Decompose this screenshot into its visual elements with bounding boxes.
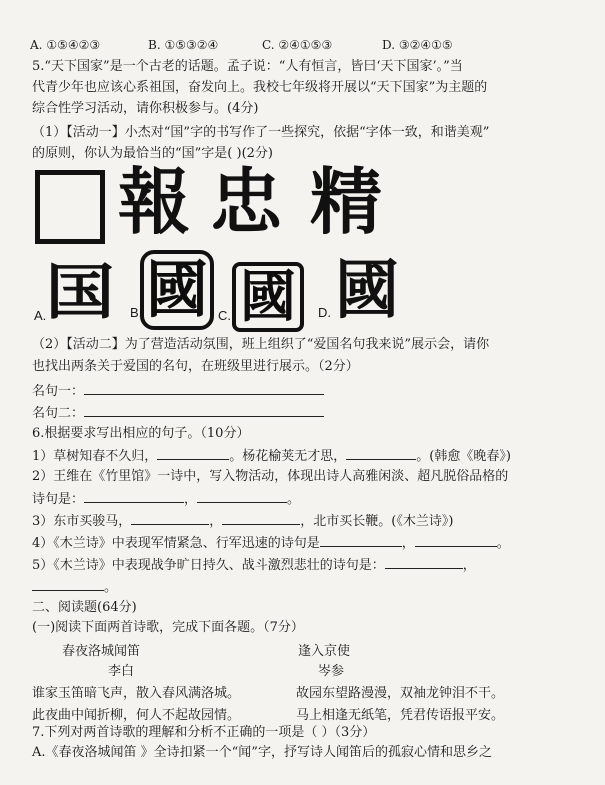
- poem2-line2: 马上相逢无纸笔，凭君传语报平安。: [296, 708, 505, 723]
- section2-sub1: (一)阅读下面两首诗歌，完成下面各题。（7分）: [32, 620, 304, 635]
- quote1-row: [32, 382, 324, 400]
- q6-s4-blank1[interactable]: [320, 534, 402, 547]
- quote1-label: 名句一：: [32, 384, 85, 399]
- glyph-bao: 報: [118, 160, 191, 244]
- q6-s1-blank2[interactable]: [346, 447, 416, 460]
- quote2-row: [32, 404, 324, 422]
- q6-s1: 1）草树知春不久归， 。杨花榆荚无才思， 。(韩愈《晚春》): [32, 449, 511, 464]
- q5-activity2-line1: （2）【活动二】为了营造活动氛围，班上组织了“爱国名句我来说”展示会，请你: [32, 337, 490, 352]
- q7-title: 7.下列对两首诗歌的理解和分析不正确的一项是（ ）（3分）: [32, 725, 376, 740]
- choice-a-glyph: 国: [45, 258, 115, 328]
- q6-title: 6.根据要求写出相应的句子。（10分）: [32, 426, 250, 441]
- poem2-title: 逢入京使: [298, 644, 351, 659]
- choice-d-label: D.: [318, 305, 331, 320]
- option-b: B. ①⑤③②④: [148, 38, 219, 52]
- choice-d-glyph: 國: [335, 254, 399, 328]
- q6-s3: 3）东市买骏马， ， ，北市买长鞭。(《木兰诗》): [32, 514, 454, 529]
- choice-a-label: A.: [34, 308, 47, 323]
- poem1-author: 李白: [108, 664, 135, 679]
- q5-activity1-line2: 的原则，你认为最恰当的“国”字是( )(2分): [32, 146, 273, 161]
- poem1-line1: 谁家玉笛暗飞声，散入春风满洛城。: [32, 686, 241, 701]
- q6-s2-line2: 诗句是： ， 。: [32, 492, 301, 507]
- poem2-author: 岑参: [318, 664, 345, 679]
- glyph-zhong: 忠: [210, 160, 283, 244]
- q5-intro-line3: 综合性学习活动，请你积极参与。(4分): [32, 101, 259, 116]
- q5-intro-line1: 5.“天下国家”是一个古老的话题。孟子说：“人有恒言，皆曰‘天下国家’。”当: [32, 59, 463, 74]
- section2-title: 二、阅读题(64分): [32, 600, 137, 615]
- glyph-jing: 精: [310, 160, 383, 244]
- q5-activity1-line1: （1）【活动一】小杰对“国”字的书写作了一些探究，依据“字体一致，和谐美观”: [32, 125, 490, 140]
- q6-s5-line2: 。: [32, 578, 117, 596]
- poem1-line2: 此夜曲中闻折柳，何人不起故园情。: [32, 708, 241, 723]
- q6-s3-blank1[interactable]: [131, 512, 209, 525]
- choice-b-glyph: 國: [140, 250, 214, 330]
- poem2-line1: 故园东望路漫漫，双袖龙钟泪不干。: [296, 686, 505, 701]
- choice-c-glyph: 國: [232, 262, 304, 332]
- blank-box-glyph: [35, 170, 105, 244]
- quote2-blank[interactable]: [84, 404, 324, 417]
- option-a: A. ①⑤④②③: [30, 38, 101, 52]
- quote2-label: 名句二：: [32, 406, 85, 421]
- q5-activity2-line2: 也找出两条关于爱国的名句，在班级里进行展示。（2分）: [32, 359, 359, 374]
- q6-s1-blank1[interactable]: [157, 447, 229, 460]
- choice-b-label: B.: [130, 305, 143, 320]
- poem1-title: 春夜洛城闻笛: [62, 644, 141, 659]
- q6-s4-blank2[interactable]: [415, 534, 497, 547]
- option-c: C. ②④①⑤③: [262, 38, 333, 52]
- choice-c-label: C.: [218, 308, 231, 323]
- q6-s2-blank2[interactable]: [197, 490, 287, 503]
- q6-s5-blank2[interactable]: [32, 578, 104, 591]
- q6-s2-line1: 2）王维在《竹里馆》一诗中，写入物活动，体现出诗人高雅闲淡、超凡脱俗品格的: [32, 469, 509, 484]
- option-d: D. ③②④①⑤: [382, 38, 453, 52]
- quote1-blank[interactable]: [84, 382, 324, 395]
- q6-s5-blank1[interactable]: [385, 556, 463, 569]
- q6-s3-blank2[interactable]: [222, 512, 300, 525]
- q6-s2-blank1[interactable]: [84, 490, 184, 503]
- q7-option-a: A.《春夜洛城闻笛 》全诗扣紧一个“闻”字，抒写诗人闻笛后的孤寂心情和思乡之: [32, 745, 492, 760]
- q5-intro-line2: 代青少年也应该心系祖国，奋发向上。我校七年级将开展以“天下国家”为主题的: [32, 80, 488, 95]
- q6-s4: 4）《木兰诗》中表现军情紧急、行军迅速的诗句是 ， 。: [32, 536, 510, 551]
- q6-s5: 5）《木兰诗》中表现战争旷日持久、战斗激烈悲壮的诗句是： ，: [32, 558, 476, 573]
